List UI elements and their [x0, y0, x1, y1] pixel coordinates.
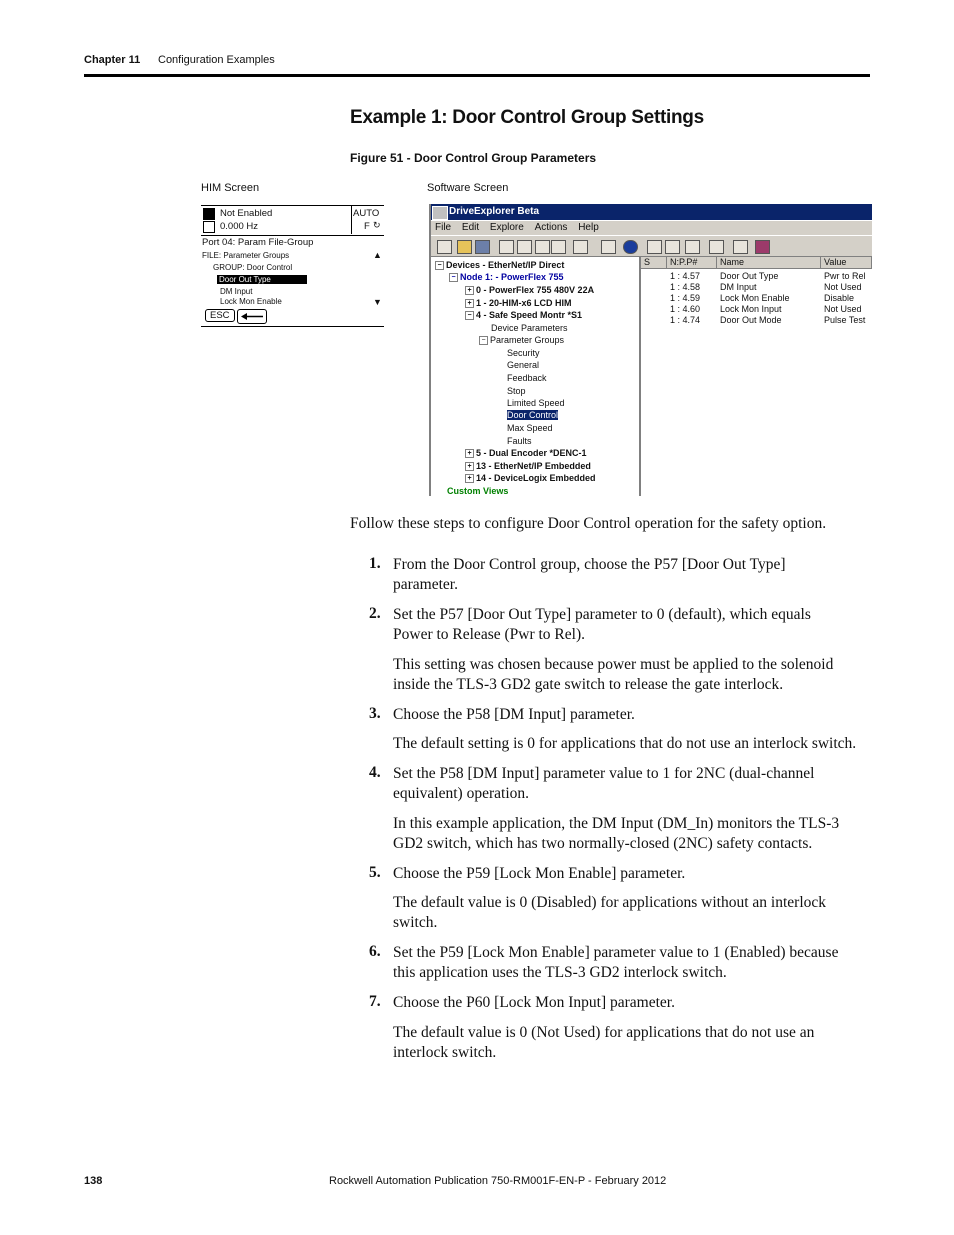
row-name[interactable]: Door Out Type	[720, 271, 779, 281]
tree-item-device-parameters[interactable]: Device Parameters	[491, 323, 568, 333]
step-text: Set the P58 [DM Input] parameter value to 1 for 2NC (dual-channel	[393, 765, 815, 782]
paste-special-icon[interactable]	[551, 240, 566, 254]
save-icon[interactable]	[475, 240, 490, 254]
drive-explorer-window	[429, 204, 872, 496]
status-indicator	[203, 208, 215, 220]
step-number: 2.	[369, 605, 381, 622]
intro-paragraph: Follow these steps to configure Door Control operation for the safety option.	[350, 515, 827, 532]
tree-item-general[interactable]: General	[507, 360, 540, 370]
step-note: The default value is 0 (Disabled) for applications without an interlock	[393, 894, 827, 911]
publication-info: Rockwell Automation Publication 750-RM001F-EN-P - February 2012	[329, 1175, 667, 1187]
step-number: 7.	[369, 993, 381, 1010]
step-text: this application uses the TLS-3 GD2 interlock switch.	[393, 964, 727, 981]
step-text: Power to Release (Pwr to Rel).	[393, 626, 585, 643]
back-arrow-button[interactable]	[237, 309, 267, 324]
him-file: FILE: Parameter Groups	[202, 251, 290, 260]
tree-item-max-speed[interactable]: Max Speed	[507, 423, 553, 433]
column-header-name[interactable]: Name	[717, 257, 821, 269]
tree-item-devices[interactable]: − Devices - EtherNet/IP Direct	[435, 260, 564, 270]
page-number: 138	[84, 1175, 103, 1187]
app-icon	[432, 206, 448, 220]
column-header-s[interactable]: S	[641, 257, 667, 269]
download-icon[interactable]	[665, 240, 680, 254]
tree-item-port0[interactable]: + 0 - PowerFlex 755 480V 22A	[465, 285, 594, 295]
column-header-npp[interactable]: N:P.P#	[667, 257, 717, 269]
step-note: In this example application, the DM Input (DM_In) monitors the TLS-3	[393, 815, 840, 832]
him-port: Port 04: Param File-Group	[202, 237, 314, 248]
menu-bar	[431, 221, 872, 235]
him-item-selected[interactable]: Door Out Type	[217, 275, 307, 284]
figure-caption: Figure 51 - Door Control Group Parameters	[350, 151, 597, 165]
row-name[interactable]: DM Input	[720, 282, 757, 292]
tree-item-security[interactable]: Security	[507, 348, 540, 358]
tree-item-port1[interactable]: + 1 - 20-HIM-x6 LCD HIM	[465, 298, 572, 308]
menu-actions[interactable]: Actions	[534, 222, 568, 233]
step-text: Set the P57 [Door Out Type] parameter to 0 (default), which equals	[393, 606, 811, 623]
tree-item-port14[interactable]: + 14 - DeviceLogix Embedded	[465, 473, 596, 483]
column-header-value[interactable]: Value	[821, 257, 872, 269]
back-arrow-icon	[238, 310, 266, 323]
properties-icon[interactable]	[733, 240, 748, 254]
device-tree	[431, 257, 641, 496]
step-note: inside the TLS-3 GD2 gate switch to release the gate interlock.	[393, 676, 784, 693]
open-icon[interactable]	[457, 240, 472, 254]
tree-item-custom-views[interactable]: Custom Views	[447, 486, 509, 496]
him-group: GROUP: Door Control	[213, 263, 293, 272]
node-icon[interactable]	[601, 240, 616, 254]
him-frequency: 0.000 Hz	[220, 221, 259, 232]
row-npp[interactable]: 1 : 4.58	[670, 282, 701, 292]
rotate-icon: ↻	[373, 220, 381, 230]
compare-icon[interactable]	[685, 240, 700, 254]
wizard-icon[interactable]	[709, 240, 724, 254]
row-name[interactable]: Lock Mon Input	[720, 304, 782, 314]
step-number: 5.	[369, 864, 381, 881]
software-screen-label: Software Screen	[427, 182, 509, 194]
menu-edit[interactable]: Edit	[461, 222, 480, 233]
step-text: equivalent) operation.	[393, 785, 530, 802]
step-text: Choose the P60 [Lock Mon Input] parameter.	[393, 994, 675, 1011]
page-title: Example 1: Door Control Group Settings	[350, 107, 704, 128]
him-item[interactable]: Lock Mon Enable	[220, 297, 282, 306]
row-value[interactable]: Not Used	[824, 304, 862, 314]
menu-file[interactable]: File	[435, 222, 452, 233]
him-mode: AUTO	[353, 208, 380, 219]
menu-help[interactable]: Help	[578, 222, 599, 233]
row-npp[interactable]: 1 : 4.59	[670, 293, 701, 303]
step-number: 1.	[369, 555, 381, 572]
new-icon[interactable]	[437, 240, 452, 254]
row-value[interactable]: Pulse Test	[824, 315, 866, 325]
step-text: parameter.	[393, 576, 458, 593]
step-note: switch.	[393, 914, 438, 931]
step-note: The default value is 0 (Not Used) for applications that do not use an	[393, 1024, 815, 1041]
esc-button[interactable]: ESC	[205, 309, 235, 322]
upload-icon[interactable]	[647, 240, 662, 254]
cut-icon[interactable]	[499, 240, 514, 254]
parameter-list	[641, 257, 872, 496]
him-status: Not Enabled	[220, 208, 273, 219]
help-icon[interactable]	[755, 240, 770, 254]
step-text: Set the P59 [Lock Mon Enable] parameter value to 1 (Enabled) because	[393, 944, 839, 961]
scroll-down-icon: ▼	[373, 297, 382, 307]
status-indicator-empty	[203, 221, 215, 233]
step-text: Choose the P59 [Lock Mon Enable] parameter.	[393, 865, 686, 882]
step-number: 4.	[369, 764, 381, 781]
him-item[interactable]: DM Input	[220, 287, 253, 296]
tree-item-port4[interactable]: − 4 - Safe Speed Montr *S1	[465, 310, 582, 320]
tree-item-port5[interactable]: + 5 - Dual Encoder *DENC-1	[465, 448, 587, 458]
app-title: DriveExplorer Beta	[449, 206, 540, 217]
step-note: GD2 switch, which has two normally-closed (2NC) safety contacts.	[393, 835, 813, 852]
menu-explore[interactable]: Explore	[489, 222, 524, 233]
row-value[interactable]: Pwr to Rel	[824, 271, 866, 281]
tree-item-limited-speed[interactable]: Limited Speed	[507, 398, 565, 408]
him-direction: F	[364, 221, 370, 232]
copy-icon[interactable]	[517, 240, 532, 254]
row-npp[interactable]: 1 : 4.57	[670, 271, 701, 281]
step-number: 3.	[369, 705, 381, 722]
tree-item-door-control[interactable]: Door Control	[507, 410, 559, 420]
row-value[interactable]: Not Used	[824, 282, 862, 292]
row-npp[interactable]: 1 : 4.74	[670, 315, 701, 325]
info-icon[interactable]	[623, 240, 638, 254]
paste-icon[interactable]	[535, 240, 550, 254]
step-note: The default setting is 0 for applications that do not use an interlock switch.	[393, 735, 857, 752]
step-text: Choose the P58 [DM Input] parameter.	[393, 706, 635, 723]
tree-item-port13[interactable]: + 13 - EtherNet/IP Embedded	[465, 461, 591, 471]
tree-item-feedback[interactable]: Feedback	[507, 373, 547, 383]
scroll-up-icon: ▲	[373, 250, 382, 260]
toolbar	[431, 235, 872, 257]
him-screen	[201, 205, 384, 327]
step-number: 6.	[369, 943, 381, 960]
tree-item-faults[interactable]: Faults	[507, 436, 532, 446]
step-note: interlock switch.	[393, 1044, 497, 1061]
step-note: This setting was chosen because power must be applied to the solenoid	[393, 656, 834, 673]
row-npp[interactable]: 1 : 4.60	[670, 304, 701, 314]
title-bar	[431, 204, 872, 220]
chapter-label: Chapter 11	[84, 54, 141, 66]
header-rule	[84, 74, 870, 77]
tree-item-parameter-groups[interactable]: − Parameter Groups	[479, 335, 564, 345]
row-name[interactable]: Lock Mon Enable	[720, 293, 790, 303]
row-name[interactable]: Door Out Mode	[720, 315, 782, 325]
step-text: From the Door Control group, choose the P57 [Door Out Type]	[393, 556, 786, 573]
tree-item-stop[interactable]: Stop	[507, 386, 526, 396]
row-value[interactable]: Disable	[824, 293, 855, 303]
section-label: Configuration Examples	[158, 54, 275, 66]
him-screen-label: HIM Screen	[201, 182, 260, 194]
connect-icon[interactable]	[573, 240, 588, 254]
tree-item-node1[interactable]: − Node 1: - PowerFlex 755	[449, 272, 564, 282]
